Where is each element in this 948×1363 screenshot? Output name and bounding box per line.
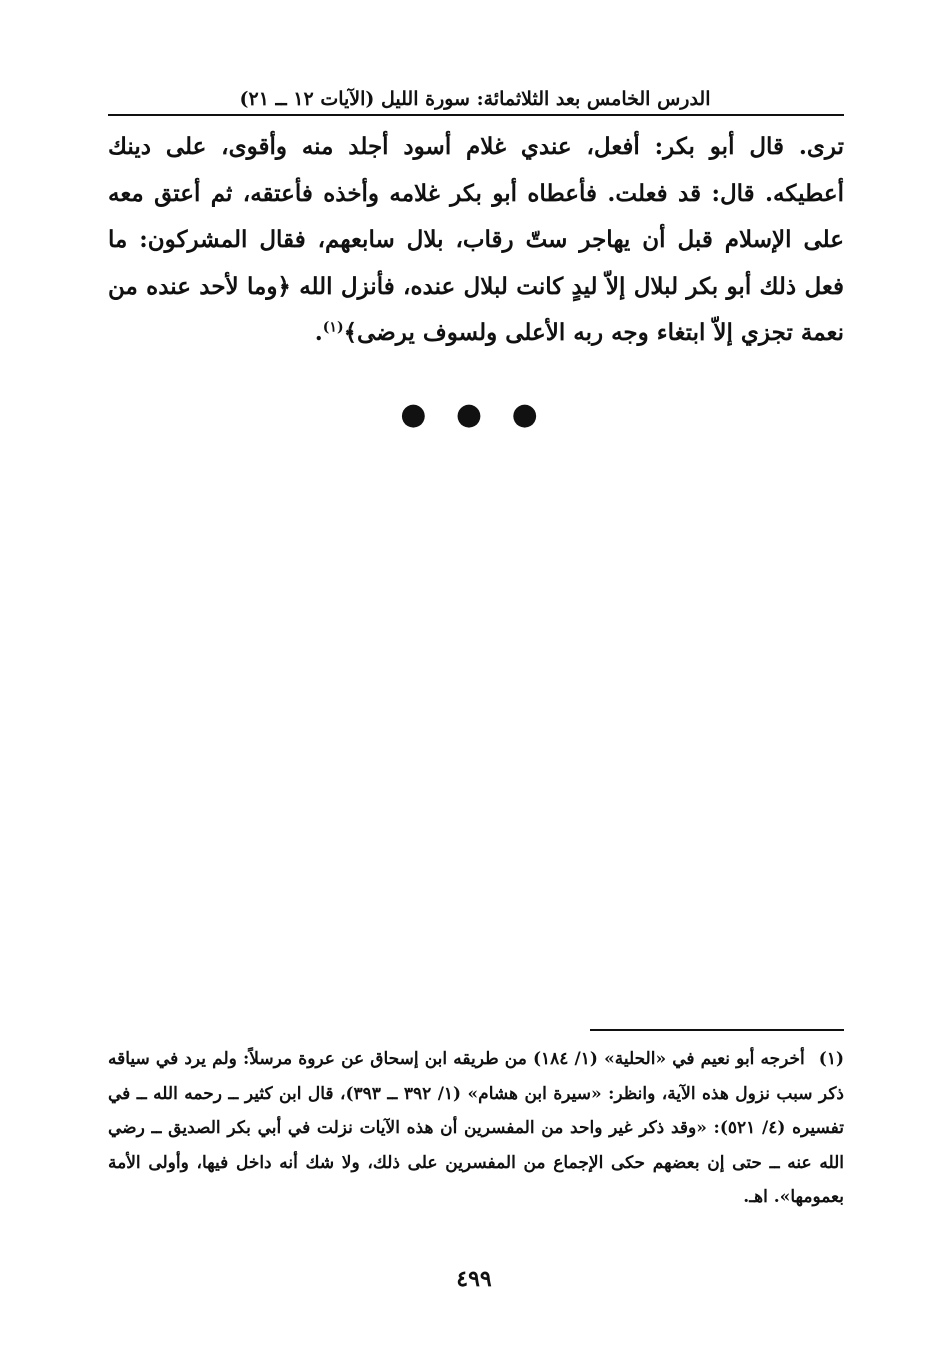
footnotes-section (108, 1042, 844, 1215)
footnote-reference[interactable]: (١) (322, 319, 344, 336)
body-text: ترى. قال أبو بكر: أفعل، عندي غلام أسود أجلد منه وأقوى، على دينك أعطيكه. قال: قد فعلت. فأعطاه أبو بكر غلامه وأخذه فأعتقه، ثم أعتق معه على الإسلام قبل أن يهاجر ستّ رقاب، بلال سابعهم، فقال المشركون: ما فعل ذلك أبو بكر لبلال إلاّ ليدٍ كانت لبلال عنده، فأنزل الله ﴿وما لأحد عنده من نعمة تجزي إلاّ ابتغاء وجه ربه الأعلى ولسوف يرضى﴾ (108, 133, 844, 346)
header-rule (108, 114, 844, 116)
footnote-item (108, 1042, 844, 1215)
running-header: الدرس الخامس بعد الثلاثمائة: سورة الليل (الآيات ١٢ ــ ٢١) (239, 88, 711, 110)
footnote-rule (590, 1029, 844, 1031)
section-separator: ● ● ● (400, 397, 548, 432)
footnote-marker: (١) (818, 1049, 845, 1069)
sentence-end: . (314, 319, 323, 346)
body-paragraph (108, 124, 844, 357)
footnote-text: أخرجه أبو نعيم في «الحلية» (١/ ١٨٤) من طريقه ابن إسحاق عن عروة مرسلاً: ولم يرد في سياقه ذكر سبب نزول هذه الآية، وانظر: «سيرة ابن هشام» (١/ ٣٩٢ ــ ٣٩٣)، قال ابن كثير ــ رحمه الله ــ في تفسيره (٤/ ٥٢١): «وقد ذكر غير واحد من المفسرين أن هذه الآيات نزلت في أبي بكر الصديق ــ رضي الله عنه ــ حتى إن بعضهم حكى الإجماع من المفسرين على ذلك، ولا شك أنه داخل فيها، وأولى الأمة بعمومها». اهـ. (108, 1049, 845, 1207)
page-number: ٤٩٩ (456, 1266, 492, 1292)
